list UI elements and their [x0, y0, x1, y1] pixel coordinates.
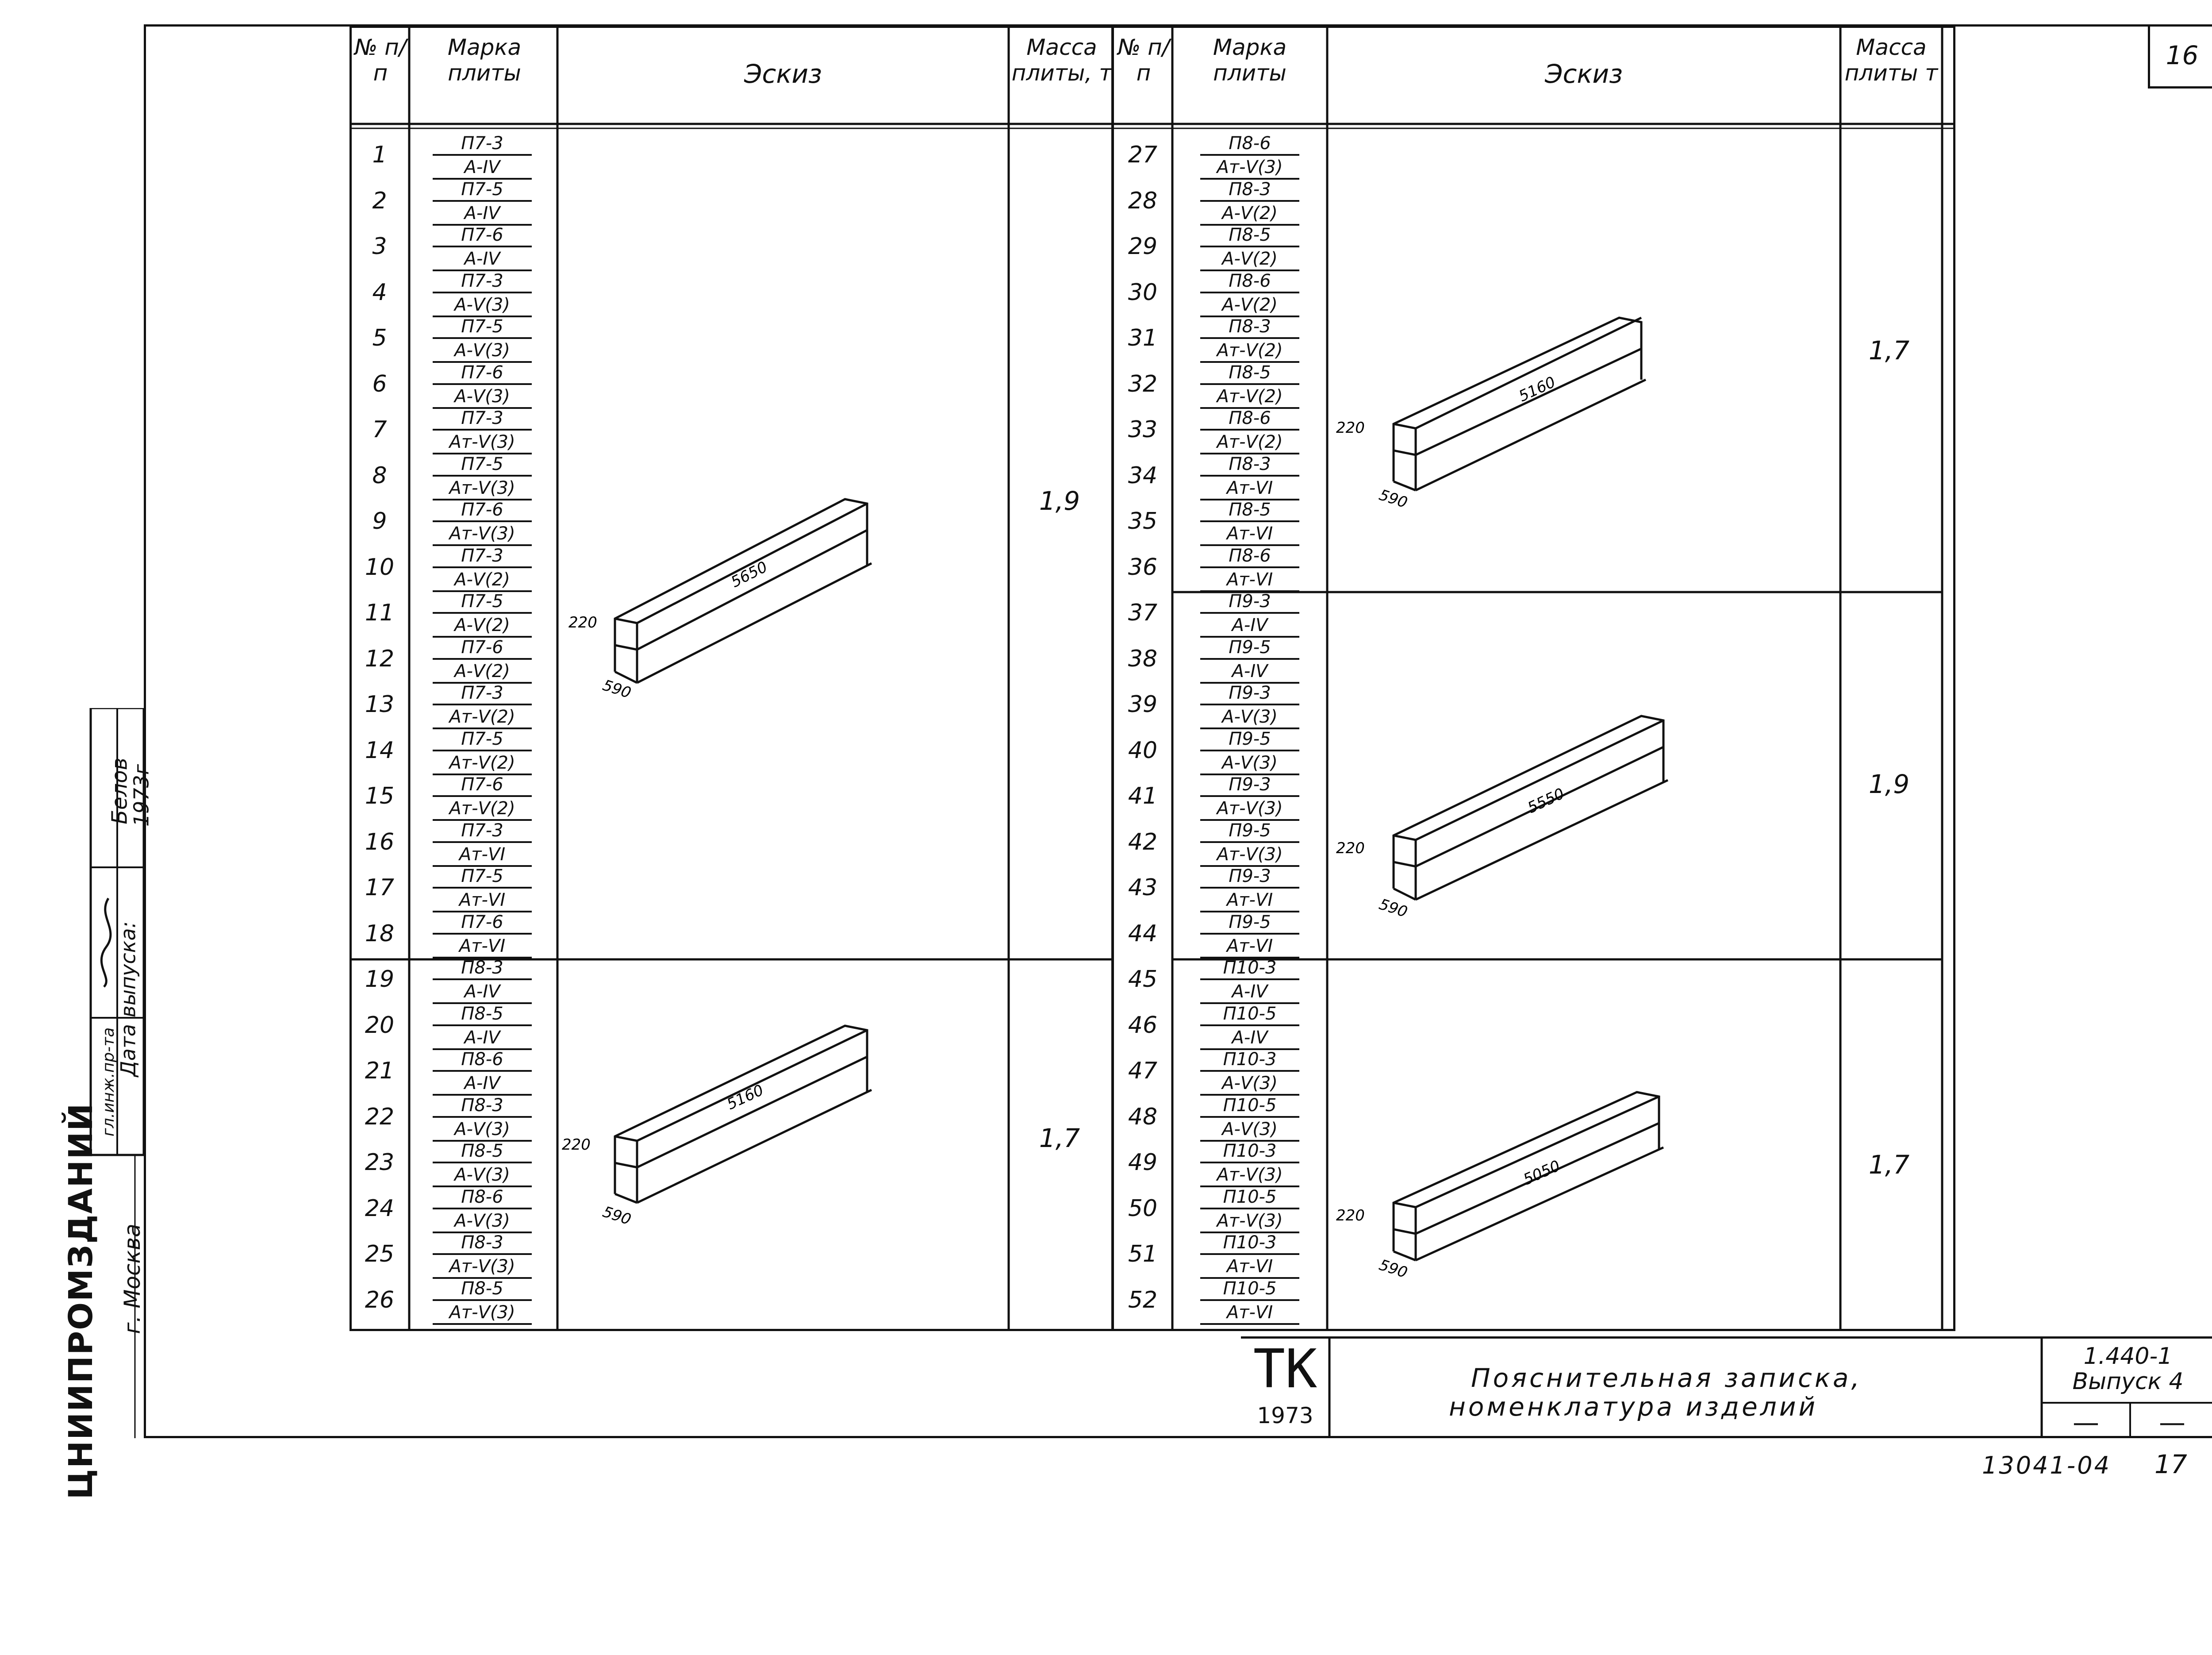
- slab-mark-reinforcement: А-V(2): [433, 615, 532, 638]
- slab-mark-type: П10-3: [1200, 1232, 1299, 1255]
- slab-mark: [1183, 545, 1316, 592]
- row-number: 6: [372, 370, 387, 397]
- header-sketch-right: Эскиз: [1545, 59, 1623, 89]
- row-number: 15: [365, 783, 395, 809]
- slab-mark-reinforcement: А-V(2): [1200, 294, 1299, 317]
- row-number: 20: [365, 1012, 395, 1039]
- row-number: 39: [1128, 691, 1158, 718]
- side-stamp: [58, 708, 154, 1500]
- slab-mark-reinforcement: Ат-VI: [1200, 1256, 1299, 1279]
- dim-length-3: 5160: [1516, 373, 1559, 406]
- slab-mark-type: П9-3: [1200, 866, 1299, 889]
- slab-mark-reinforcement: Ат-VI: [433, 889, 532, 912]
- slab-mark-type: П8-5: [1200, 224, 1299, 247]
- dim-width-3: 590: [1377, 486, 1410, 512]
- stamp-name: Белов: [107, 758, 132, 824]
- row-number: 33: [1128, 416, 1158, 443]
- slab-mark-reinforcement: Ат-VI: [433, 844, 532, 867]
- slab-mark-type: П7-3: [433, 682, 532, 705]
- slab-mark-type: П8-5: [433, 1003, 532, 1026]
- slab-mark-reinforcement: А-V(3): [433, 1164, 532, 1187]
- row-number: 7: [372, 416, 387, 443]
- slab-mark: [1183, 316, 1316, 363]
- slab-mark-reinforcement: А-IV: [433, 248, 532, 271]
- row-number: 14: [365, 737, 395, 764]
- mass-group-2: 1,7: [1039, 1123, 1080, 1153]
- slab-mark: [416, 912, 549, 958]
- slab-mark-type: П8-5: [1200, 499, 1299, 522]
- slab-mark-reinforcement: Ат-V(3): [433, 1256, 532, 1279]
- slab-mark-reinforcement: А-V(2): [1200, 203, 1299, 226]
- row-number: 44: [1128, 920, 1158, 947]
- slab-mark: [1183, 591, 1316, 638]
- slab-mark-type: П10-5: [1200, 1003, 1299, 1026]
- stamp-date-label: Дата выпуска:: [116, 921, 140, 1077]
- slab-mark-reinforcement: А-IV: [1200, 615, 1299, 638]
- slab-mark-type: П8-3: [1200, 454, 1299, 477]
- dim-height-2: 220: [562, 1136, 591, 1154]
- row-number: 47: [1128, 1058, 1158, 1084]
- org-city: г. Москва: [119, 1224, 145, 1334]
- title-block: [1241, 1336, 2212, 1438]
- slab-mark-type: П8-3: [433, 957, 532, 980]
- slab-mark: [1183, 1049, 1316, 1096]
- slab-mark-reinforcement: Ат-VI: [1200, 935, 1299, 958]
- row-number: 5: [372, 325, 387, 351]
- issue-number: Выпуск 4: [2072, 1368, 2184, 1395]
- slab-mark: [416, 1049, 549, 1096]
- row-number: 10: [365, 554, 395, 581]
- slab-mark: [1183, 866, 1316, 912]
- slab-mark: [1183, 224, 1316, 271]
- slab-mark-type: П7-5: [433, 728, 532, 751]
- slab-mark-reinforcement: Ат-V(2): [1200, 340, 1299, 363]
- slab-mark-reinforcement: Ат-V(3): [1200, 798, 1299, 821]
- row-number: 9: [372, 508, 387, 535]
- row-number: 25: [365, 1241, 395, 1267]
- slab-mark-reinforcement: Ат-V(3): [1200, 1164, 1299, 1187]
- slab-mark: [416, 1278, 549, 1325]
- slab-mark: [1183, 682, 1316, 729]
- slab-mark-type: П7-3: [433, 133, 532, 156]
- slab-mark: [416, 179, 549, 226]
- row-number: 48: [1128, 1103, 1158, 1130]
- header-sketch-left: Эскиз: [744, 59, 822, 89]
- row-number: 51: [1128, 1241, 1158, 1267]
- slab-mark: [416, 820, 549, 867]
- row-number: 1: [372, 142, 387, 168]
- slab-sketch-4: [1336, 667, 1832, 955]
- stamp-date-value: 1973г: [129, 764, 154, 827]
- row-number: 29: [1128, 233, 1158, 260]
- slab-mark: [416, 1140, 549, 1187]
- dim-length-4: 5550: [1525, 785, 1567, 817]
- slab-mark-type: П10-5: [1200, 1095, 1299, 1118]
- slab-mark: [1183, 912, 1316, 958]
- field-dash-2: —: [2159, 1407, 2185, 1438]
- slab-mark: [1183, 728, 1316, 775]
- slab-mark-reinforcement: Ат-V(3): [1200, 157, 1299, 180]
- row-number: 46: [1128, 1012, 1158, 1039]
- slab-mark: [416, 270, 549, 317]
- slab-mark-reinforcement: А-V(3): [433, 1210, 532, 1233]
- slab-mark: [1183, 957, 1316, 1004]
- slab-mark-reinforcement: Ат-VI: [1200, 523, 1299, 546]
- tk-logo: ТК: [1253, 1339, 1317, 1400]
- row-number: 49: [1128, 1149, 1158, 1176]
- slab-mark: [1183, 454, 1316, 500]
- slab-sketch-1: [562, 442, 1004, 751]
- slab-sketch-3: [1336, 273, 1832, 561]
- slab-mark-reinforcement: А-V(2): [433, 569, 532, 592]
- slab-mark: [1183, 270, 1316, 317]
- dim-width-5: 590: [1377, 1256, 1410, 1282]
- row-number: 19: [365, 966, 395, 993]
- title-line-2: номенклатура изделий: [1449, 1392, 1818, 1422]
- slab-mark-reinforcement: Ат-VI: [433, 935, 532, 958]
- slab-mark-type: П8-3: [433, 1232, 532, 1255]
- slab-mark-type: П10-3: [1200, 1049, 1299, 1072]
- slab-mark: [1183, 499, 1316, 546]
- slab-mark: [416, 957, 549, 1004]
- slab-mark: [1183, 408, 1316, 454]
- slab-mark-type: П7-5: [433, 454, 532, 477]
- slab-mark-type: П10-3: [1200, 1140, 1299, 1163]
- row-number: 24: [365, 1195, 395, 1222]
- mass-group-1: 1,9: [1039, 486, 1080, 516]
- slab-mark-reinforcement: Ат-V(2): [1200, 431, 1299, 454]
- slab-mark-type: П7-3: [433, 408, 532, 431]
- row-number: 22: [365, 1103, 395, 1130]
- slab-mark-reinforcement: А-IV: [433, 157, 532, 180]
- row-number: 45: [1128, 966, 1158, 993]
- slab-mark-reinforcement: А-V(3): [1200, 1119, 1299, 1142]
- slab-mark-type: П9-3: [1200, 591, 1299, 614]
- slab-mark-reinforcement: А-V(3): [1200, 706, 1299, 729]
- slab-mark-type: П8-5: [433, 1140, 532, 1163]
- slab-mark-type: П10-5: [1200, 1186, 1299, 1209]
- row-number: 37: [1128, 600, 1158, 626]
- slab-mark-type: П8-5: [1200, 362, 1299, 385]
- row-number: 27: [1128, 142, 1158, 168]
- row-number: 41: [1128, 783, 1158, 809]
- row-number: 21: [365, 1058, 395, 1084]
- slab-mark-reinforcement: А-V(3): [1200, 752, 1299, 775]
- sheet-number: 16: [2148, 24, 2212, 89]
- footer-page: 17: [2154, 1449, 2187, 1479]
- row-number: 16: [365, 828, 395, 855]
- row-number: 52: [1128, 1286, 1158, 1313]
- slab-mark-type: П9-3: [1200, 774, 1299, 797]
- slab-mark-type: П8-6: [1200, 408, 1299, 431]
- slab-mark-reinforcement: Ат-VI: [1200, 477, 1299, 500]
- slab-mark-reinforcement: Ат-V(2): [433, 798, 532, 821]
- slab-mark: [416, 408, 549, 454]
- header-mass-left: Масса плиты, т: [1011, 35, 1112, 86]
- slab-mark-reinforcement: А-IV: [433, 203, 532, 226]
- row-number: 43: [1128, 874, 1158, 901]
- slab-mark: [416, 362, 549, 409]
- slab-mark: [1183, 1140, 1316, 1187]
- slab-mark: [416, 637, 549, 684]
- slab-mark: [1183, 1186, 1316, 1233]
- slab-mark-type: П8-5: [433, 1278, 532, 1301]
- row-number: 35: [1128, 508, 1158, 535]
- slab-mark: [416, 224, 549, 271]
- slab-mark-reinforcement: Ат-VI: [1200, 1302, 1299, 1325]
- row-number: 18: [365, 920, 395, 947]
- row-number: 42: [1128, 828, 1158, 855]
- slab-mark-type: П8-6: [1200, 545, 1299, 568]
- row-number: 23: [365, 1149, 395, 1176]
- org-name: ЦНИИПРОМЗДАНИЙ: [62, 1102, 100, 1500]
- row-number: 30: [1128, 279, 1158, 306]
- slab-mark-reinforcement: Ат-VI: [1200, 889, 1299, 912]
- slab-mark-type: П8-6: [1200, 270, 1299, 293]
- dim-width-1: 590: [600, 676, 634, 702]
- header-mark-left: Марка плиты: [447, 35, 522, 86]
- slab-mark-type: П8-3: [1200, 179, 1299, 202]
- slab-mark-type: П8-3: [1200, 316, 1299, 339]
- slab-mark-reinforcement: Ат-V(2): [433, 706, 532, 729]
- slab-mark-type: П9-5: [1200, 728, 1299, 751]
- slab-mark: [1183, 179, 1316, 226]
- slab-mark: [1183, 133, 1316, 180]
- slab-mark: [416, 133, 549, 180]
- slab-sketch-5: [1336, 1021, 1832, 1309]
- slab-mark: [416, 591, 549, 638]
- slab-mark-type: П10-5: [1200, 1278, 1299, 1301]
- row-number: 38: [1128, 645, 1158, 672]
- slab-mark-reinforcement: Ат-V(2): [1200, 386, 1299, 409]
- dim-length-2: 5160: [724, 1081, 767, 1114]
- row-number: 26: [365, 1286, 395, 1313]
- slab-mark-type: П9-5: [1200, 912, 1299, 935]
- slab-mark-reinforcement: Ат-V(2): [433, 752, 532, 775]
- slab-sketch-2: [562, 986, 1004, 1296]
- slab-mark-type: П7-6: [433, 362, 532, 385]
- field-dash-1: —: [2073, 1407, 2099, 1438]
- slab-mark-reinforcement: А-IV: [1200, 1027, 1299, 1050]
- slab-mark-type: П7-6: [433, 224, 532, 247]
- slab-mark: [1183, 362, 1316, 409]
- dim-length-5: 5050: [1521, 1157, 1563, 1189]
- slab-mark-type: П7-6: [433, 637, 532, 660]
- slab-mark-reinforcement: А-IV: [433, 981, 532, 1004]
- slab-mark: [1183, 1232, 1316, 1279]
- row-number: 4: [372, 279, 387, 306]
- slab-mark-type: П7-6: [433, 912, 532, 935]
- row-number: 40: [1128, 737, 1158, 764]
- slab-mark-reinforcement: А-V(2): [1200, 248, 1299, 271]
- mass-group-4: 1,9: [1868, 769, 1910, 799]
- dim-height-1: 220: [568, 614, 597, 631]
- slab-mark-reinforcement: А-V(3): [433, 294, 532, 317]
- slab-mark: [416, 454, 549, 500]
- nomenclature-table: [349, 26, 1955, 1331]
- slab-mark-type: П9-5: [1200, 820, 1299, 843]
- slab-mark: [416, 728, 549, 775]
- slab-mark-reinforcement: Ат-V(3): [1200, 1210, 1299, 1233]
- slab-mark: [416, 682, 549, 729]
- mass-group-3: 1,7: [1868, 335, 1910, 366]
- tk-year: 1973: [1257, 1403, 1313, 1428]
- slab-mark-type: П8-6: [1200, 133, 1299, 156]
- dim-width-2: 590: [600, 1203, 634, 1229]
- slab-mark: [1183, 774, 1316, 821]
- row-number: 8: [372, 462, 387, 489]
- slab-mark-type: П8-6: [433, 1186, 532, 1209]
- row-number: 28: [1128, 187, 1158, 214]
- header-mass-right: Масса плиты т: [1844, 35, 1938, 86]
- slab-mark: [1183, 1003, 1316, 1050]
- slab-mark-reinforcement: А-IV: [1200, 981, 1299, 1004]
- header-no-left: № п/п: [354, 35, 407, 86]
- row-number: 34: [1128, 462, 1158, 489]
- row-number: 17: [365, 874, 395, 901]
- slab-mark: [416, 545, 549, 592]
- svg-text:5650: 5650: [728, 558, 771, 592]
- slab-mark-reinforcement: А-IV: [433, 1027, 532, 1050]
- slab-mark: [416, 499, 549, 546]
- slab-mark-reinforcement: А-IV: [1200, 661, 1299, 684]
- slab-mark-reinforcement: А-V(3): [1200, 1073, 1299, 1096]
- slab-mark-type: П7-3: [433, 545, 532, 568]
- slab-mark-type: П7-3: [433, 820, 532, 843]
- title-line-1: Пояснительная записка,: [1471, 1363, 1862, 1393]
- slab-mark: [1183, 820, 1316, 867]
- slab-mark-type: П8-6: [433, 1049, 532, 1072]
- slab-mark: [416, 1186, 549, 1233]
- row-number: 2: [372, 187, 387, 214]
- slab-mark-type: П8-3: [433, 1095, 532, 1118]
- slab-mark: [1183, 1095, 1316, 1142]
- row-number: 32: [1128, 370, 1158, 397]
- row-number: 36: [1128, 554, 1158, 581]
- dim-height-5: 220: [1336, 1207, 1365, 1224]
- slab-mark-reinforcement: А-V(3): [433, 386, 532, 409]
- slab-mark-type: П9-5: [1200, 637, 1299, 660]
- dim-height-4: 220: [1336, 839, 1365, 857]
- header-mark-right: Марка плиты: [1213, 35, 1287, 86]
- slab-mark-type: П9-3: [1200, 682, 1299, 705]
- slab-mark-type: П7-5: [433, 591, 532, 614]
- row-number: 31: [1128, 325, 1158, 351]
- slab-mark-reinforcement: А-IV: [433, 1073, 532, 1096]
- row-number: 11: [365, 600, 395, 626]
- slab-mark-reinforcement: Ат-V(3): [433, 431, 532, 454]
- slab-mark-reinforcement: Ат-VI: [1200, 569, 1299, 592]
- row-number: 13: [365, 691, 395, 718]
- dim-width-4: 590: [1377, 895, 1410, 921]
- stamp-role: гл.инж.пр-та: [100, 1027, 118, 1137]
- header-no-right: № п/п: [1118, 35, 1170, 86]
- slab-mark-type: П7-6: [433, 774, 532, 797]
- series-number: 1.440-1: [2083, 1343, 2173, 1370]
- slab-mark-reinforcement: А-V(2): [433, 661, 532, 684]
- slab-mark: [416, 1095, 549, 1142]
- slab-mark-reinforcement: Ат-V(3): [1200, 844, 1299, 867]
- row-number: 50: [1128, 1195, 1158, 1222]
- row-number: 3: [372, 233, 387, 260]
- slab-mark-type: П7-5: [433, 866, 532, 889]
- slab-mark-type: П10-3: [1200, 957, 1299, 980]
- slab-mark: [1183, 637, 1316, 684]
- slab-mark-reinforcement: Ат-V(3): [433, 523, 532, 546]
- signature-mark: [95, 894, 122, 991]
- row-number: 12: [365, 645, 395, 672]
- footer-code: 13041-04: [1982, 1451, 2111, 1479]
- slab-mark-reinforcement: А-V(3): [433, 340, 532, 363]
- slab-mark: [1183, 1278, 1316, 1325]
- slab-mark-reinforcement: А-V(3): [433, 1119, 532, 1142]
- slab-mark-reinforcement: Ат-V(3): [433, 1302, 532, 1325]
- slab-mark-reinforcement: Ат-V(3): [433, 477, 532, 500]
- slab-mark: [416, 774, 549, 821]
- slab-mark: [416, 316, 549, 363]
- dim-length-1: [728, 558, 770, 591]
- slab-mark: [416, 866, 549, 912]
- slab-mark-type: П7-3: [433, 270, 532, 293]
- slab-mark-type: П7-6: [433, 499, 532, 522]
- slab-mark: [416, 1232, 549, 1279]
- dim-height-3: 220: [1336, 419, 1365, 437]
- slab-mark: [416, 1003, 549, 1050]
- mass-group-5: 1,7: [1868, 1150, 1910, 1180]
- slab-mark-type: П7-5: [433, 316, 532, 339]
- slab-mark-type: П7-5: [433, 179, 532, 202]
